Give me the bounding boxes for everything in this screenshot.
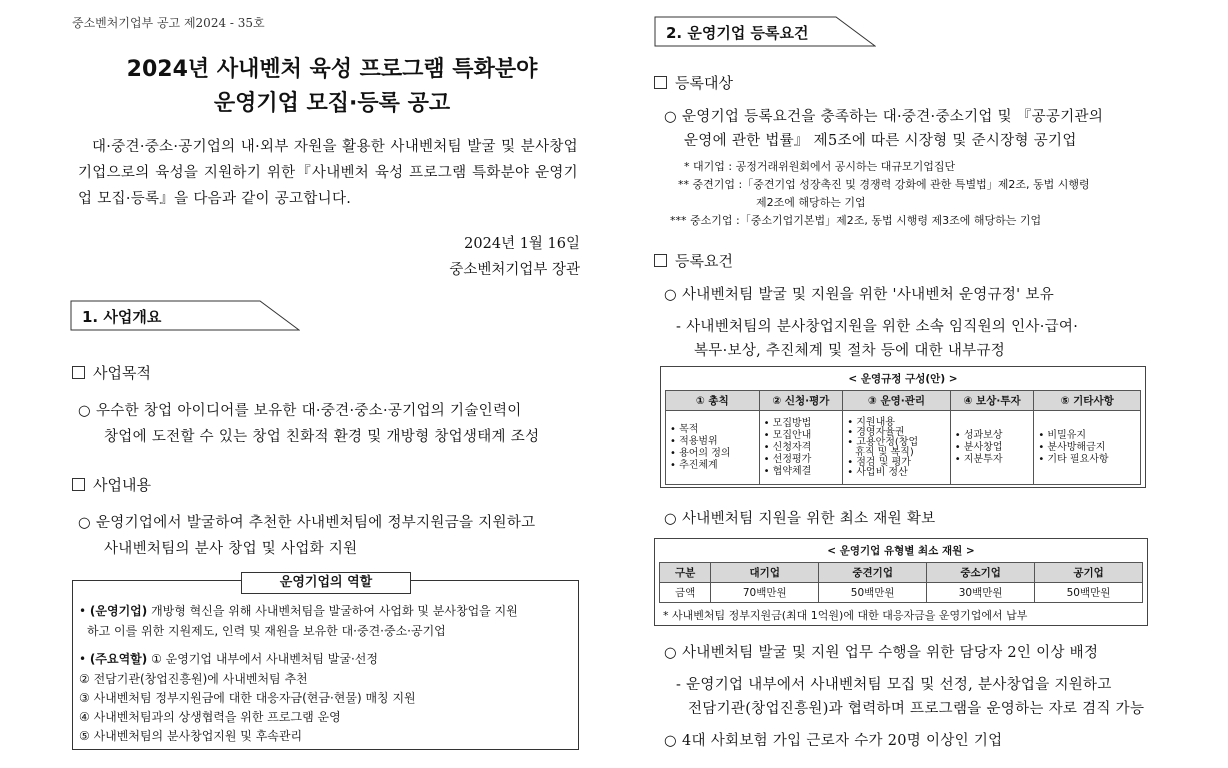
rules-col-2: ② 신청·평가 xyxy=(759,391,843,411)
checkbox-square-icon xyxy=(72,478,85,491)
footnote-large-enterprise: * 대기업 : 공정거래위원회에서 공시하는 대규모기업집단 xyxy=(684,160,956,173)
role-operator-line-2: 하고 이를 위한 지원제도, 인력 및 재원을 보유한 대·중견·중소·공기업 xyxy=(87,624,446,638)
section-2-header xyxy=(654,16,876,46)
content-text: ○ 운영기업에서 발굴하여 추천한 사내벤처팀에 정부지원금을 지원하고 xyxy=(78,515,536,531)
operator-role-box xyxy=(72,575,579,750)
purpose-text: ○ 우수한 창업 아이디어를 보유한 대·중견·중소·공기업의 기술인력이 xyxy=(78,403,522,419)
footnote-midsize-cont: 제2조에 해당하는 기업 xyxy=(756,196,866,209)
section-1-label: 1. 사업개요 xyxy=(82,308,162,326)
purpose-heading: 사업목적 xyxy=(72,362,151,383)
rules-col-1: ① 총칙 xyxy=(666,391,760,411)
role-item-4: ④ 사내벤처팀과의 상생협력을 위한 프로그램 운영 xyxy=(79,710,341,724)
funds-value-midsize: 50백만원 xyxy=(819,583,927,603)
page-title-line2: 운영기업 모집·등록 공고 xyxy=(213,91,451,116)
role-box-title: 운영기업의 역할 xyxy=(241,572,411,594)
content-text-cont: 사내벤처팀의 분사 창업 및 사업화 지원 xyxy=(104,541,358,557)
rules-cell-2: • 모집방법 • 모집안내 • 신청자격 • 선정평가 • 협약체결 xyxy=(759,411,843,485)
funds-table xyxy=(659,562,1143,603)
target-text: ○ 운영기업 등록요건을 충족하는 대·중견·중소기업 및 『공공기관의 xyxy=(664,109,1104,125)
rules-table xyxy=(665,390,1141,485)
checkbox-square-icon xyxy=(654,76,667,89)
checkbox-square-icon xyxy=(654,254,667,267)
funds-table-caption: < 운영기업 유형별 최소 재원 > xyxy=(827,545,975,557)
purpose-text-cont: 창업에 도전할 수 있는 창업 친화적 환경 및 개방형 창업생태계 조성 xyxy=(104,429,540,445)
req-3-detail-cont: 전담기관(창업진흥원)과 협력하며 프로그램을 운영하는 자로 겸직 가능 xyxy=(688,701,1145,717)
funds-header-type: 구분 xyxy=(660,563,711,583)
rules-cell-4: • 성과보상 • 분사창업 • 지분투자 xyxy=(950,411,1034,485)
rules-col-3: ③ 운영·관리 xyxy=(843,391,951,411)
content-heading: 사업내용 xyxy=(72,474,151,495)
footnote-small: *** 중소기업 :「중소기업기본법」제2조, 동법 시행령 제3조에 해당하는 기업 xyxy=(670,214,1042,227)
target-heading: 등록대상 xyxy=(654,72,733,93)
section-2-label: 2. 운영기업 등록요건 xyxy=(666,24,809,42)
funds-value-small: 30백만원 xyxy=(927,583,1035,603)
rules-table-box xyxy=(660,366,1146,488)
funds-row-label: 금액 xyxy=(660,583,711,603)
target-text-cont: 운영에 관한 법률』 제5조에 따른 시장형 및 준시장형 공기업 xyxy=(684,133,1077,149)
rules-cell-3: • 지원내용 • 경영자율권 • 고용안정(창업 휴직 및 복직) • 점검 및 평가 • 사업비 정산 xyxy=(843,411,951,485)
funds-table-box xyxy=(654,538,1148,626)
role-operator-line: • (운영기업) 개방형 혁신을 위해 사내벤처팀을 발굴하여 사업화 및 분사창업을 지원 xyxy=(79,604,518,618)
requirement-heading: 등록요건 xyxy=(654,250,733,271)
funds-header-large: 대기업 xyxy=(711,563,819,583)
role-item-3: ③ 사내벤처팀 정부지원금에 대한 대응자금(현금·현물) 매칭 지원 xyxy=(79,691,416,705)
rules-col-5: ⑤ 기타사항 xyxy=(1034,391,1141,411)
checkbox-square-icon xyxy=(72,366,85,379)
page-title-line1: 2024년 사내벤처 육성 프로그램 특화분야 xyxy=(126,57,538,82)
footnote-midsize: ** 중견기업 :「중견기업 성장촉진 및 경쟁력 강화에 관한 특별법」제2조, 동법 시행령 xyxy=(678,178,1090,191)
req-1-detail-cont: 복무·보상, 추진체계 및 절차 등에 대한 내부규정 xyxy=(694,343,1006,359)
req-2: ○ 사내벤처팀 지원을 위한 최소 재원 확보 xyxy=(664,511,936,527)
funds-header-public: 공기업 xyxy=(1035,563,1143,583)
req-4: ○ 4대 사회보험 가입 근로자 수가 20명 이상인 기업 xyxy=(664,733,1003,749)
rules-col-4: ④ 보상·투자 xyxy=(950,391,1034,411)
funds-header-midsize: 중견기업 xyxy=(819,563,927,583)
req-3: ○ 사내벤처팀 발굴 및 지원 업무 수행을 위한 담당자 2인 이상 배정 xyxy=(664,645,1099,661)
funds-header-small: 중소기업 xyxy=(927,563,1035,583)
notice-number: 중소벤처기업부 공고 제2024 - 35호 xyxy=(72,16,265,30)
section-1-header xyxy=(70,300,300,330)
announce-date: 2024년 1월 16일 xyxy=(464,236,580,252)
req-1-detail: - 사내벤처팀의 분사창업지원을 위한 소속 임직원의 인사·급여· xyxy=(676,319,1079,335)
role-item-2: ② 전담기관(창업진흥원)에 사내벤처팀 추천 xyxy=(79,672,308,686)
role-main-line: • (주요역할) ① 운영기업 내부에서 사내벤처팀 발굴·선정 xyxy=(79,652,378,666)
funds-value-public: 50백만원 xyxy=(1035,583,1143,603)
req-1: ○ 사내벤처팀 발굴 및 지원을 위한 '사내벤처 운영규정' 보유 xyxy=(664,287,1054,303)
funds-footnote: * 사내벤처팀 정부지원금(최대 1억원)에 대한 대응자금을 운영기업에서 납부 xyxy=(663,609,1028,622)
rules-cell-1: • 목적 • 적용범위 • 용어의 정의 • 추진체계 xyxy=(666,411,760,485)
issuer: 중소벤처기업부 장관 xyxy=(449,262,580,278)
rules-table-caption: < 운영규정 구성(안) > xyxy=(848,373,958,385)
rules-cell-5: • 비밀유지 • 분사방해금지 • 기타 필요사항 xyxy=(1034,411,1141,485)
role-item-5: ⑤ 사내벤처팀의 분사창업지원 및 후속관리 xyxy=(79,729,303,743)
intro-paragraph: 대·중견·중소·공기업의 내·외부 자원을 활용한 사내벤처팀 발굴 및 분사창업기업으로의 육성을 지원하기 위한『사내벤처 육성 프로그램 특화분야 운영기업 모집·등록』을 다음과 같이 공고합니다. xyxy=(78,139,578,207)
funds-value-large: 70백만원 xyxy=(711,583,819,603)
req-3-detail: - 운영기업 내부에서 사내벤처팀 모집 및 선정, 분사창업을 지원하고 xyxy=(676,677,1112,693)
